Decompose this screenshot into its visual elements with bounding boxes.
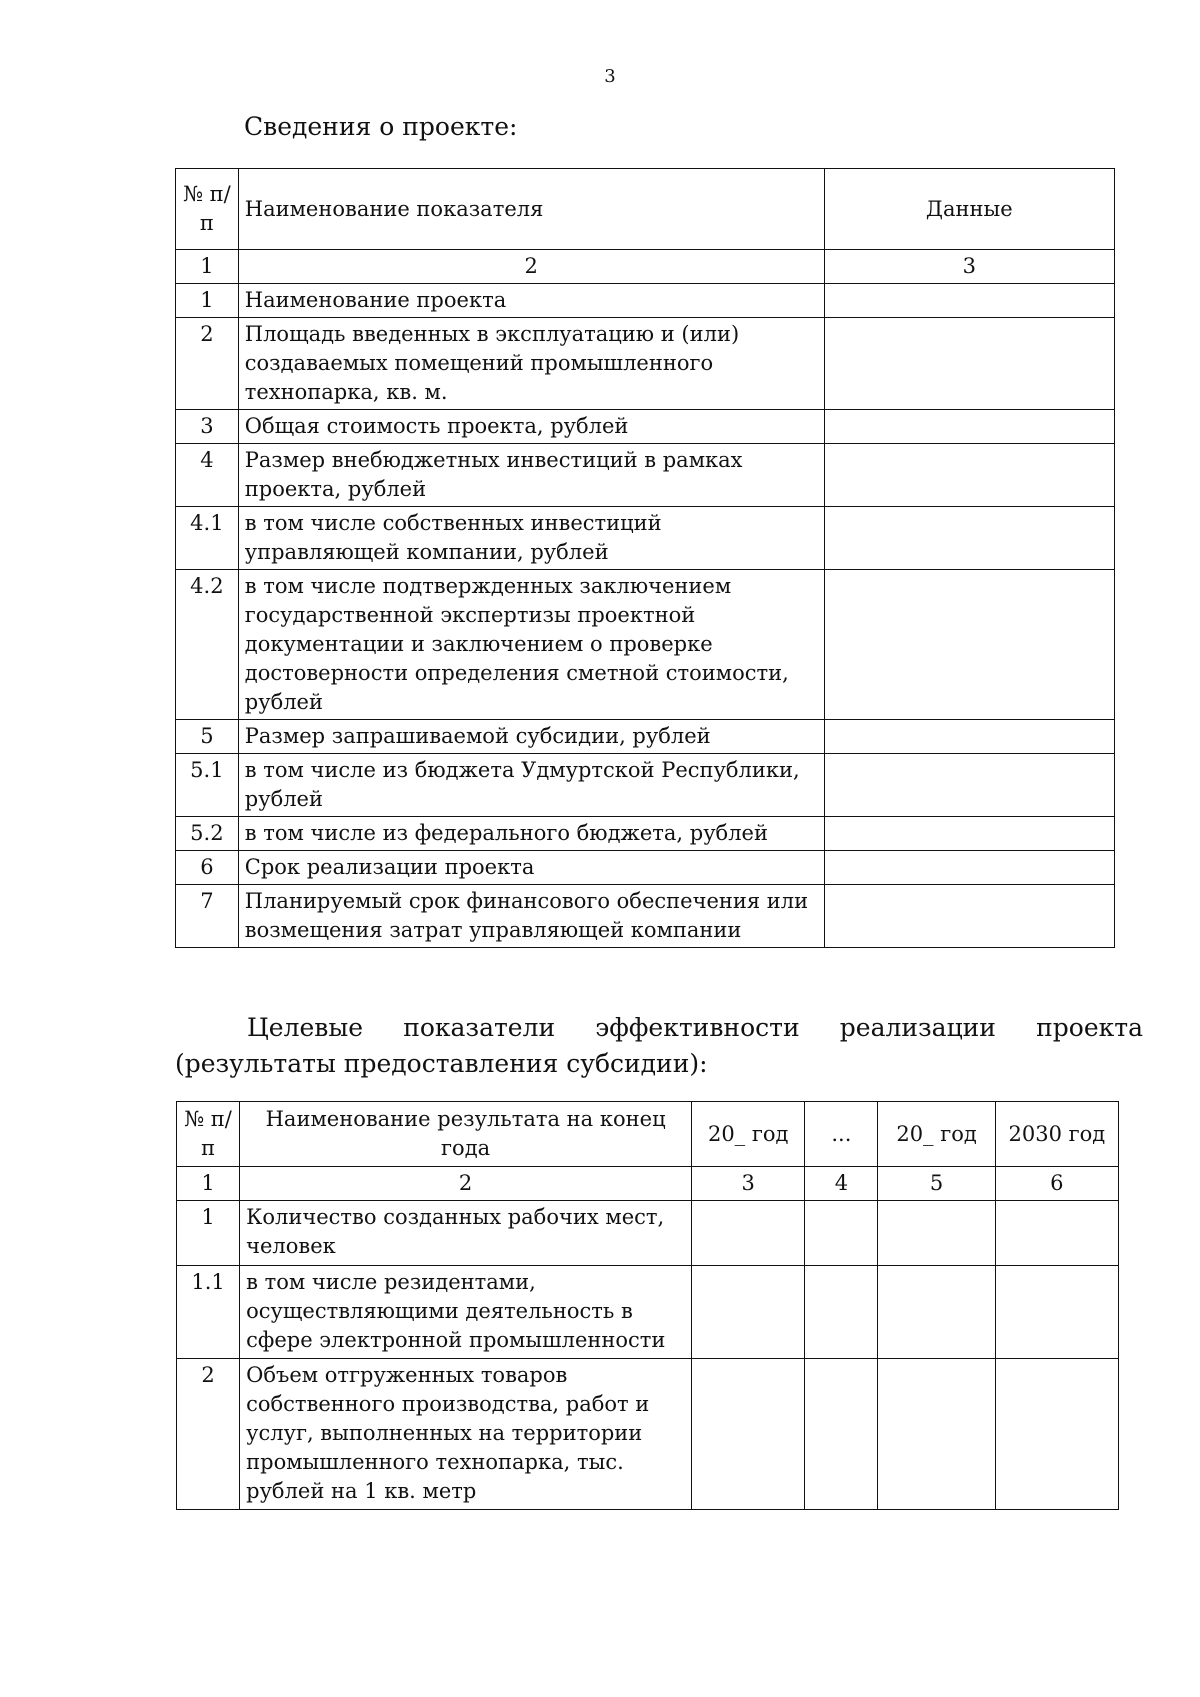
row-num: 5.1 (176, 754, 239, 817)
row-cell (692, 1201, 805, 1266)
header-name: Наименование результата на конец года (240, 1102, 692, 1167)
row-cell (995, 1201, 1118, 1266)
row-cell (995, 1266, 1118, 1359)
row-name: в том числе собственных инвестиций управляющей компании, рублей (238, 507, 824, 570)
row-value (824, 754, 1114, 817)
table-row (176, 885, 1115, 948)
header-year-2030: 2030 год (995, 1102, 1118, 1167)
row-value (824, 318, 1114, 410)
project-info-table (175, 168, 1115, 948)
row-name: Количество созданных рабочих мест, человек (240, 1201, 692, 1266)
index-cell: 2 (238, 250, 824, 284)
row-name: Общая стоимость проекта, рублей (238, 410, 824, 444)
row-num: 4 (176, 444, 239, 507)
header-name: Наименование показателя (238, 169, 824, 250)
row-value (824, 817, 1114, 851)
header-year: 20_ год (878, 1102, 995, 1167)
index-cell: 6 (995, 1167, 1118, 1201)
row-name: Размер запрашиваемой субсидии, рублей (238, 720, 824, 754)
row-num: 4.2 (176, 570, 239, 720)
row-name: Размер внебюджетных инвестиций в рамках проекта, рублей (238, 444, 824, 507)
table-row (176, 318, 1115, 410)
table-row (176, 410, 1115, 444)
row-num: 1 (176, 284, 239, 318)
header-num: № п/п (176, 169, 239, 250)
table-row (176, 720, 1115, 754)
page-number: 3 (604, 66, 616, 87)
table-row (176, 817, 1115, 851)
row-cell (805, 1266, 878, 1359)
row-num: 7 (176, 885, 239, 948)
table-row (176, 444, 1115, 507)
row-name: Объем отгруженных товаров собственного производства, работ и услуг, выполненных на территории промышленного технопарка, тыс. рублей на 1 кв. метр (240, 1359, 692, 1510)
row-num: 1 (177, 1201, 240, 1266)
row-num: 2 (177, 1359, 240, 1510)
row-num: 5 (176, 720, 239, 754)
table-row (176, 851, 1115, 885)
row-name: в том числе подтвержденных заключением государственной экспертизы проектной документации и заключением о проверке достоверности определения сметной стоимости, рублей (238, 570, 824, 720)
row-name: Площадь введенных в эксплуатацию и (или) создаваемых помещений промышленного технопарка, кв. м. (238, 318, 824, 410)
table-header-row (176, 169, 1115, 250)
row-cell (805, 1201, 878, 1266)
table-index-row (176, 250, 1115, 284)
row-cell (995, 1359, 1118, 1510)
index-cell: 4 (805, 1167, 878, 1201)
index-cell: 3 (692, 1167, 805, 1201)
row-name: Наименование проекта (238, 284, 824, 318)
row-num: 2 (176, 318, 239, 410)
table-row (176, 284, 1115, 318)
index-cell: 5 (878, 1167, 995, 1201)
section-intro-target-indicators: Целевые показатели эффективности реализации проекта (результаты предоставления субсидии): (175, 1013, 1143, 1078)
index-cell: 2 (240, 1167, 692, 1201)
table-row (177, 1201, 1119, 1266)
row-num: 4.1 (176, 507, 239, 570)
index-cell: 1 (177, 1167, 240, 1201)
target-indicators-table (176, 1101, 1119, 1510)
section-title-project-info: Сведения о проекте: (244, 112, 518, 141)
row-num: 3 (176, 410, 239, 444)
row-value (824, 284, 1114, 318)
row-cell (878, 1201, 995, 1266)
table-index-row (177, 1167, 1119, 1201)
row-name: в том числе из бюджета Удмуртской Республики, рублей (238, 754, 824, 817)
row-cell (692, 1359, 805, 1510)
header-year: 20_ год (692, 1102, 805, 1167)
row-num: 1.1 (177, 1266, 240, 1359)
row-name: Срок реализации проекта (238, 851, 824, 885)
row-value (824, 410, 1114, 444)
row-value (824, 720, 1114, 754)
row-cell (878, 1359, 995, 1510)
row-value (824, 885, 1114, 948)
row-cell (878, 1266, 995, 1359)
row-name: в том числе резидентами, осуществляющими деятельность в сфере электронной промышленности (240, 1266, 692, 1359)
index-cell: 3 (824, 250, 1114, 284)
table-row (177, 1266, 1119, 1359)
row-cell (692, 1266, 805, 1359)
header-ellipsis: ... (805, 1102, 878, 1167)
row-value (824, 851, 1114, 885)
row-value (824, 444, 1114, 507)
row-value (824, 570, 1114, 720)
index-cell: 1 (176, 250, 239, 284)
table-row (176, 507, 1115, 570)
header-data: Данные (824, 169, 1114, 250)
row-value (824, 507, 1114, 570)
row-cell (805, 1359, 878, 1510)
header-num: № п/п (177, 1102, 240, 1167)
table-row (177, 1359, 1119, 1510)
row-num: 5.2 (176, 817, 239, 851)
row-num: 6 (176, 851, 239, 885)
table-row (176, 570, 1115, 720)
table-row (176, 754, 1115, 817)
row-name: Планируемый срок финансового обеспечения или возмещения затрат управляющей компании (238, 885, 824, 948)
row-name: в том числе из федерального бюджета, рублей (238, 817, 824, 851)
table-header-row (177, 1102, 1119, 1167)
